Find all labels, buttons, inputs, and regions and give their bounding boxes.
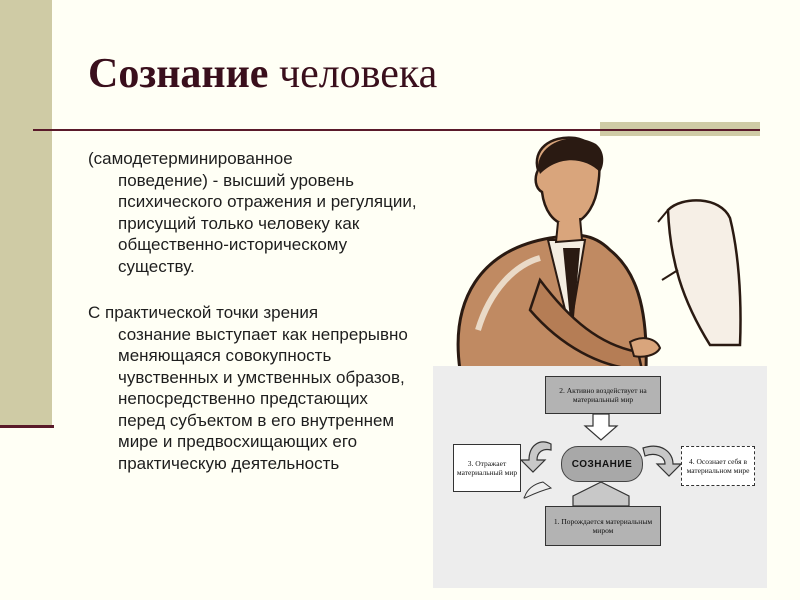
diagram-center-label: СОЗНАНИЕ [571,458,633,470]
diagram-center-ellipse [561,446,643,482]
diagram-top-box-label: 2. Активно воздействует на материальный мир [559,386,647,404]
paragraph-rest: поведение) - высший уровень психического отражения и регуляции, присущий только человеку как общественно-историческому существу. [118,170,417,276]
paragraph-rest: сознание выступает как непрерывно меняющаяся совокупность чувственных и умственных образов, непосредственно предстающих перед субъектом в его внутреннем мире и предвосхищающих его практическую деятельность [118,324,408,473]
diagram-top-box [545,376,661,414]
definition-paragraph [88,148,418,277]
diagram-right-box-label: 4. Осознает себя в материальном мире [686,457,750,475]
paragraph-first-line: (самодетерминированное [88,149,293,168]
slide-title [88,50,437,98]
left-decor-bar [0,0,52,426]
diagram-bottom-box-label: 1. Порождается материальным миром [553,517,653,535]
diagram-left-box-label: 3. Отражает материальный мир [456,459,518,477]
title-regular: человека [278,51,438,97]
title-bold: Сознание [88,51,269,97]
diagram-right-box [681,446,755,486]
consciousness-diagram [433,366,767,588]
paragraph-first-line: С практической точки зрения [88,303,319,322]
diagram-bottom-box [545,506,661,546]
practical-paragraph [88,302,418,474]
man-at-computer-illustration [420,130,765,370]
diagram-left-box [453,444,521,492]
left-decor-line [0,425,54,428]
